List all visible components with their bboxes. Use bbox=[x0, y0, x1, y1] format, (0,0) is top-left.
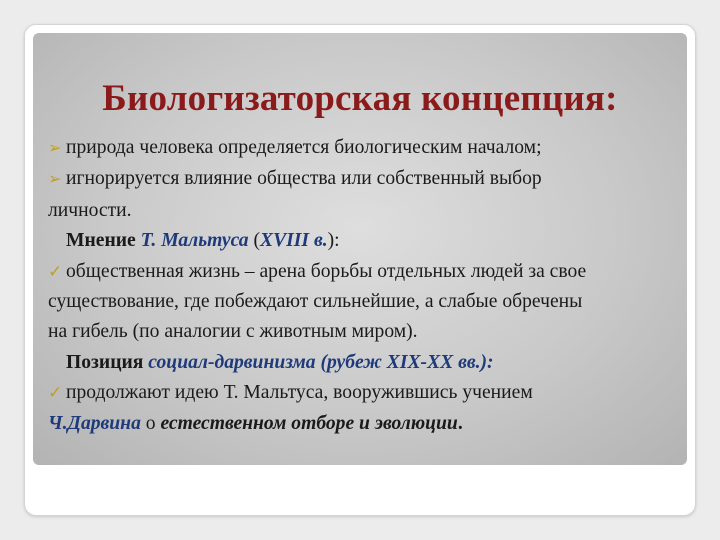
malthus-heading bbox=[48, 226, 713, 256]
check2-line2 bbox=[48, 409, 713, 439]
slide-title: Биологизаторская концепция: bbox=[102, 78, 618, 119]
bullet-continuation: личности. bbox=[48, 199, 132, 221]
arrow-bullet-icon: ➢ bbox=[48, 171, 62, 189]
check1-line3: на гибель (по аналогии с животным миром). bbox=[48, 321, 418, 343]
paren-close: ): bbox=[327, 230, 340, 252]
paren-open: ( bbox=[253, 230, 261, 252]
bullet-text: природа человека определяется биологическим началом; bbox=[66, 137, 542, 158]
malthus-name: Т. Мальтуса bbox=[140, 230, 249, 252]
list-item bbox=[48, 378, 713, 408]
list-item bbox=[48, 164, 713, 195]
connector-o: о bbox=[140, 412, 161, 434]
check1-line2: существование, где побеждают сильнейшие, а слабые обречены bbox=[48, 291, 583, 313]
darwinism-label: Позиция bbox=[66, 351, 144, 373]
theory-text: естественном отборе и эволюции bbox=[160, 412, 458, 434]
slide-body bbox=[48, 133, 713, 439]
darwinism-heading bbox=[48, 348, 713, 378]
darwinism-text: социал-дарвинизма (рубеж XIX-XX вв.): bbox=[148, 351, 494, 373]
malthus-label: Мнение bbox=[66, 230, 136, 252]
malthus-century: XVIII в. bbox=[260, 230, 328, 252]
check1-line1: общественная жизнь – арена борьбы отдельных людей за свое bbox=[66, 260, 587, 282]
darwin-name: Ч.Дарвина bbox=[48, 412, 141, 434]
check-bullet-icon: ✓ bbox=[48, 261, 63, 281]
check2-line1: продолжают идею Т. Мальтуса, вооружившись учением bbox=[66, 382, 533, 404]
final-dot: . bbox=[457, 412, 463, 434]
arrow-bullet-icon: ➢ bbox=[48, 140, 62, 157]
list-item bbox=[48, 133, 713, 164]
check-bullet-icon: ✓ bbox=[48, 383, 63, 403]
bullet-text: игнорируется влияние общества или собственный выбор bbox=[66, 168, 542, 190]
list-item bbox=[48, 257, 713, 287]
